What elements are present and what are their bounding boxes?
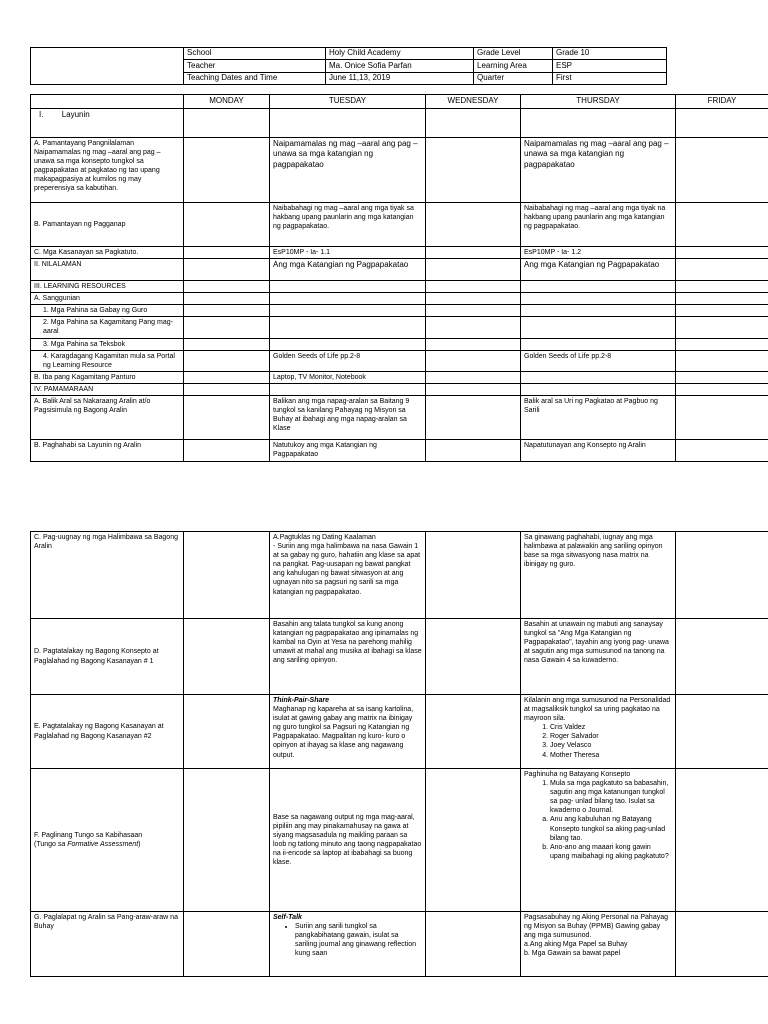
pagganap-tuesday: Naibabahagi ng mag –aaral ang mga tiyak sa hakbang upang paunlarin ang mga katangian ng pagpapakatao.	[270, 203, 426, 247]
pag-uugnay-tuesday: A.Pagtuklas ng Dating Kaalaman - Suriin ang mga halimbawa na nasa Gawain 1 at sa gabay ng guro, hahatiin ang klase sa apat na pangkat. Pag-uusapan ng bawat pangkat ang kahulugan ng bawat sitwasyon at ang ugnayan nito sa pagsuri ng sarili sa mga katangian ng pagpapakatao.	[270, 532, 426, 619]
paghahabi-label: B. Paghahabi sa Layunin ng Aralin	[31, 440, 184, 462]
layunin-number: I.	[39, 110, 44, 119]
learning-resources-label: III. LEARNING RESOURCES	[31, 281, 184, 293]
list-item: 1. Cris Valdez	[550, 723, 672, 732]
pagtatalakay-2-tuesday	[270, 695, 426, 769]
school-value: Holy Child Academy	[326, 48, 474, 60]
paglinang-label	[31, 769, 184, 912]
corner-cell	[31, 95, 184, 109]
list-item: b. Ano-ano ang maaari kong gawin upang maibahagi ng aking pagkatuto?	[550, 843, 672, 861]
sanggunian-item-3: 3. Mga Pahina sa Teksbok	[31, 338, 184, 350]
list-item: 1. Mula sa mga pagkatuto sa babasahin, sagutin ang mga katanungan tungkol sa pag- unlad bilang tao. Isulat sa kwaderno o Journal.	[550, 779, 672, 815]
kasanayan-thursday: EsP10MP - Ia- 1.2	[521, 247, 676, 259]
layunin-heading	[31, 109, 184, 138]
paglalapat-label: G. Paglalapat ng Aralin sa Pang-araw-araw na Buhay	[31, 912, 184, 977]
teacher-value: Ma. Onice Sofia Parfan	[326, 60, 474, 72]
lesson-table-page2	[30, 531, 768, 977]
quarter-label: Quarter	[474, 72, 553, 84]
sanggunian-4-tuesday: Golden Seeds of Life pp.2-8	[270, 350, 426, 371]
iba-pang-kagamitan-tuesday: Laptop, TV Monitor, Notebook	[270, 371, 426, 383]
paglinang-thursday	[521, 769, 676, 912]
list-item: a. Anu ang kabuluhan ng Batayang Konsepto tungkol sa aking pag-unlad bilang tao.	[550, 815, 672, 842]
pamantayan-pagganap-label: B. Pamantayan ng Pagganap	[31, 203, 184, 247]
header-blank	[31, 48, 184, 85]
list-item: 4. Mother Theresa	[550, 751, 672, 760]
pagtatalakay-2-thursday	[521, 695, 676, 769]
paglinang-tuesday: Base sa nagawang output ng mga mag-aaral, pipiliin ang may pinakamahusay na gawa at siyang magsasadula ng maikling paraan sa loob ng tatlong minuto ang taong nagpapakatao na ii-encode sa laptop at ibabahagi sa buong klase.	[270, 769, 426, 912]
paghahabi-thursday: Napatutunayan ang Konsepto ng Aralin	[521, 440, 676, 462]
balik-aral-label: A. Balik Aral sa Nakaraang Aralin at/o Pagsisimula ng Bagong Aralin	[31, 396, 184, 440]
list-item: • Suriin ang sarili tungkol sa pangkabihatang gawain, isulat sa sariling journal ang ginawang reflection kung saan	[295, 922, 422, 958]
personalidad-intro: Kilalanin ang mga sumusunod na Personalidad at magsaliksik tungkol sa uring pagkatao na mayroon sila.	[524, 697, 671, 723]
day-friday: FRIDAY	[676, 95, 768, 109]
paglinang-subtitle: (Tungo sa Formative Assessment)	[34, 841, 141, 848]
paglinang-title: F. Paglinang Tungo sa Kabihasaan	[34, 831, 143, 839]
iba-pang-kagamitan-label: B. Iba pang Kagamitang Panturo	[31, 371, 184, 383]
dates-label: Teaching Dates and Time	[184, 72, 326, 84]
pamantayang-pangnilalaman-label: A. Pamantayang Pangnilalaman Naipamamalas ng mag –aaral ang pag –unawa sa mga konsepto tungkol sa pagpapakatao at pagkatao ng tao upang makapagpasiya at kumilos ng may preperensiya sa kabutihan.	[31, 138, 184, 203]
pag-uugnay-thursday: Sa ginawang paghahabi, iugnay ang mga halimbawa at palawakin ang sariling opinyon base sa mga sitwasyong nasa matrix na ibinigay ng guro.	[521, 532, 676, 619]
pag-uugnay-label: C. Pag-uugnay ng mga Halimbawa sa Bagong Aralin	[31, 532, 184, 619]
grade-value: Grade 10	[553, 48, 667, 60]
pagganap-thursday: Naibabahagi ng mag –aaral ang mga tiyak na hakbang upang paunlarin ang mga katangian ng pagpapakatao.	[521, 203, 676, 247]
pagtatalakay-1-label: D. Pagtatalakay ng Bagong Konsepto at Paglalahad ng Bagong Kasanayan # 1	[31, 619, 184, 695]
paglalapat-tuesday	[270, 912, 426, 977]
paglalapat-thursday: Pagsasabuhay ng Aking Personal na Pahayag ng Misyon sa Buhay (PPMB) Gawing gabay ang mga sumusunod. a.Ang aking Mga Papel sa Buhay b. Mga Gawain sa bawat papel	[521, 912, 676, 977]
think-pair-share-title: Think-Pair-Share	[273, 697, 330, 704]
nilalaman-thursday: Ang mga Katangian ng Pagpapakatao	[521, 259, 676, 281]
layunin-title: Layunin	[61, 110, 90, 119]
paghahabi-tuesday: Natutukoy ang mga Katangian ng Pagpapakatao	[270, 440, 426, 462]
header-table	[30, 47, 768, 85]
pangnilalaman-tuesday: Naipamamalas ng mag –aaral ang pag – unawa sa mga katangian ng pagpapakatao	[270, 138, 426, 203]
batayang-konsepto-title: Paghinuha ng Batayang Konsepto	[524, 771, 631, 778]
think-pair-share-text: Maghanap ng kapareha at sa isang kartolina, isulat at gawing gabay ang matrix na ibinigay ng guro tungkol sa Pagsuri ng Katangian ng Pagpapakatao. Magpalitan ng kuro- kuro o opinyon at ihayag sa klase ang nagawang output.	[273, 706, 414, 759]
dates-value: June 11,13, 2019	[326, 72, 474, 84]
pangnilalaman-thursday: Naipamamalas ng mag –aaral ang pag – unawa sa mga katangian ng pagpapakatao	[521, 138, 676, 203]
sanggunian-item-4: 4. Karagdagang Kagamitan mula sa Portal ng Learning Resource	[31, 350, 184, 371]
list-item: 3. Joey Velasco	[550, 741, 672, 750]
area-label: Learning Area	[474, 60, 553, 72]
pagtatalakay-1-tuesday: Basahin ang talata tungkol sa kung anong katangian ng pagpapakatao ang ipinamalas ng kambal na Oyin at Yesa na parehong mahilig umawit at mahal ang musika at ibahagi sa klase ang sariling opinyon.	[270, 619, 426, 695]
self-talk-title: Self-Talk	[273, 914, 302, 921]
pagtatalakay-2-label: E. Pagtatalakay ng Bagong Kasanayan at Paglalahad ng Bagong Kasanayan #2	[31, 695, 184, 769]
sanggunian-item-2: 2. Mga Pahina sa Kagamitang Pang mag-aaral	[31, 317, 184, 338]
day-wednesday: WEDNESDAY	[426, 95, 521, 109]
nilalaman-tuesday: Ang mga Katangian ng Pagpapakatao	[270, 259, 426, 281]
sanggunian-label: A. Sanggunian	[31, 293, 184, 305]
day-tuesday: TUESDAY	[270, 95, 426, 109]
day-thursday: THURSDAY	[521, 95, 676, 109]
pagtatalakay-1-thursday: Basahin at unawain ng mabuti ang sanaysay tungkol sa "Ang Mga Katangian ng Pagpapakatao", tayahin ang iyong pag- unawa at sagutin ang mga sumusunod na tanong na nasa Gawain 4 sa kuwaderno.	[521, 619, 676, 695]
kasanayan-tuesday: EsP10MP - Ia- 1.1	[270, 247, 426, 259]
list-item: 2. Roger Salvador	[550, 732, 672, 741]
lesson-table-page1	[30, 94, 768, 462]
area-value: ESP	[553, 60, 667, 72]
pamamaraan-label: IV. PAMAMARAAN	[31, 383, 184, 395]
school-label: School	[184, 48, 326, 60]
kasanayan-label: C. Mga Kasanayan sa Pagkatuto.	[31, 247, 184, 259]
teacher-label: Teacher	[184, 60, 326, 72]
grade-label: Grade Level	[474, 48, 553, 60]
sanggunian-item-1: 1. Mga Pahina sa Gabay ng Guro	[31, 305, 184, 317]
balik-aral-tuesday: Balikan ang mga napag-aralan sa Baitang 9 tungkol sa kanilang Pahayag ng Misyon sa Buhay at ibahagi ang mga napag-aralan sa Klase	[270, 396, 426, 440]
quarter-value: First	[553, 72, 667, 84]
day-monday: MONDAY	[184, 95, 270, 109]
nilalaman-label: II. NILALAMAN	[31, 259, 184, 281]
sanggunian-4-thursday: Golden Seeds of Life pp.2-8	[521, 350, 676, 371]
balik-aral-thursday: Balik aral sa Uri ng Pagkatao at Pagbuo ng Sarili	[521, 396, 676, 440]
